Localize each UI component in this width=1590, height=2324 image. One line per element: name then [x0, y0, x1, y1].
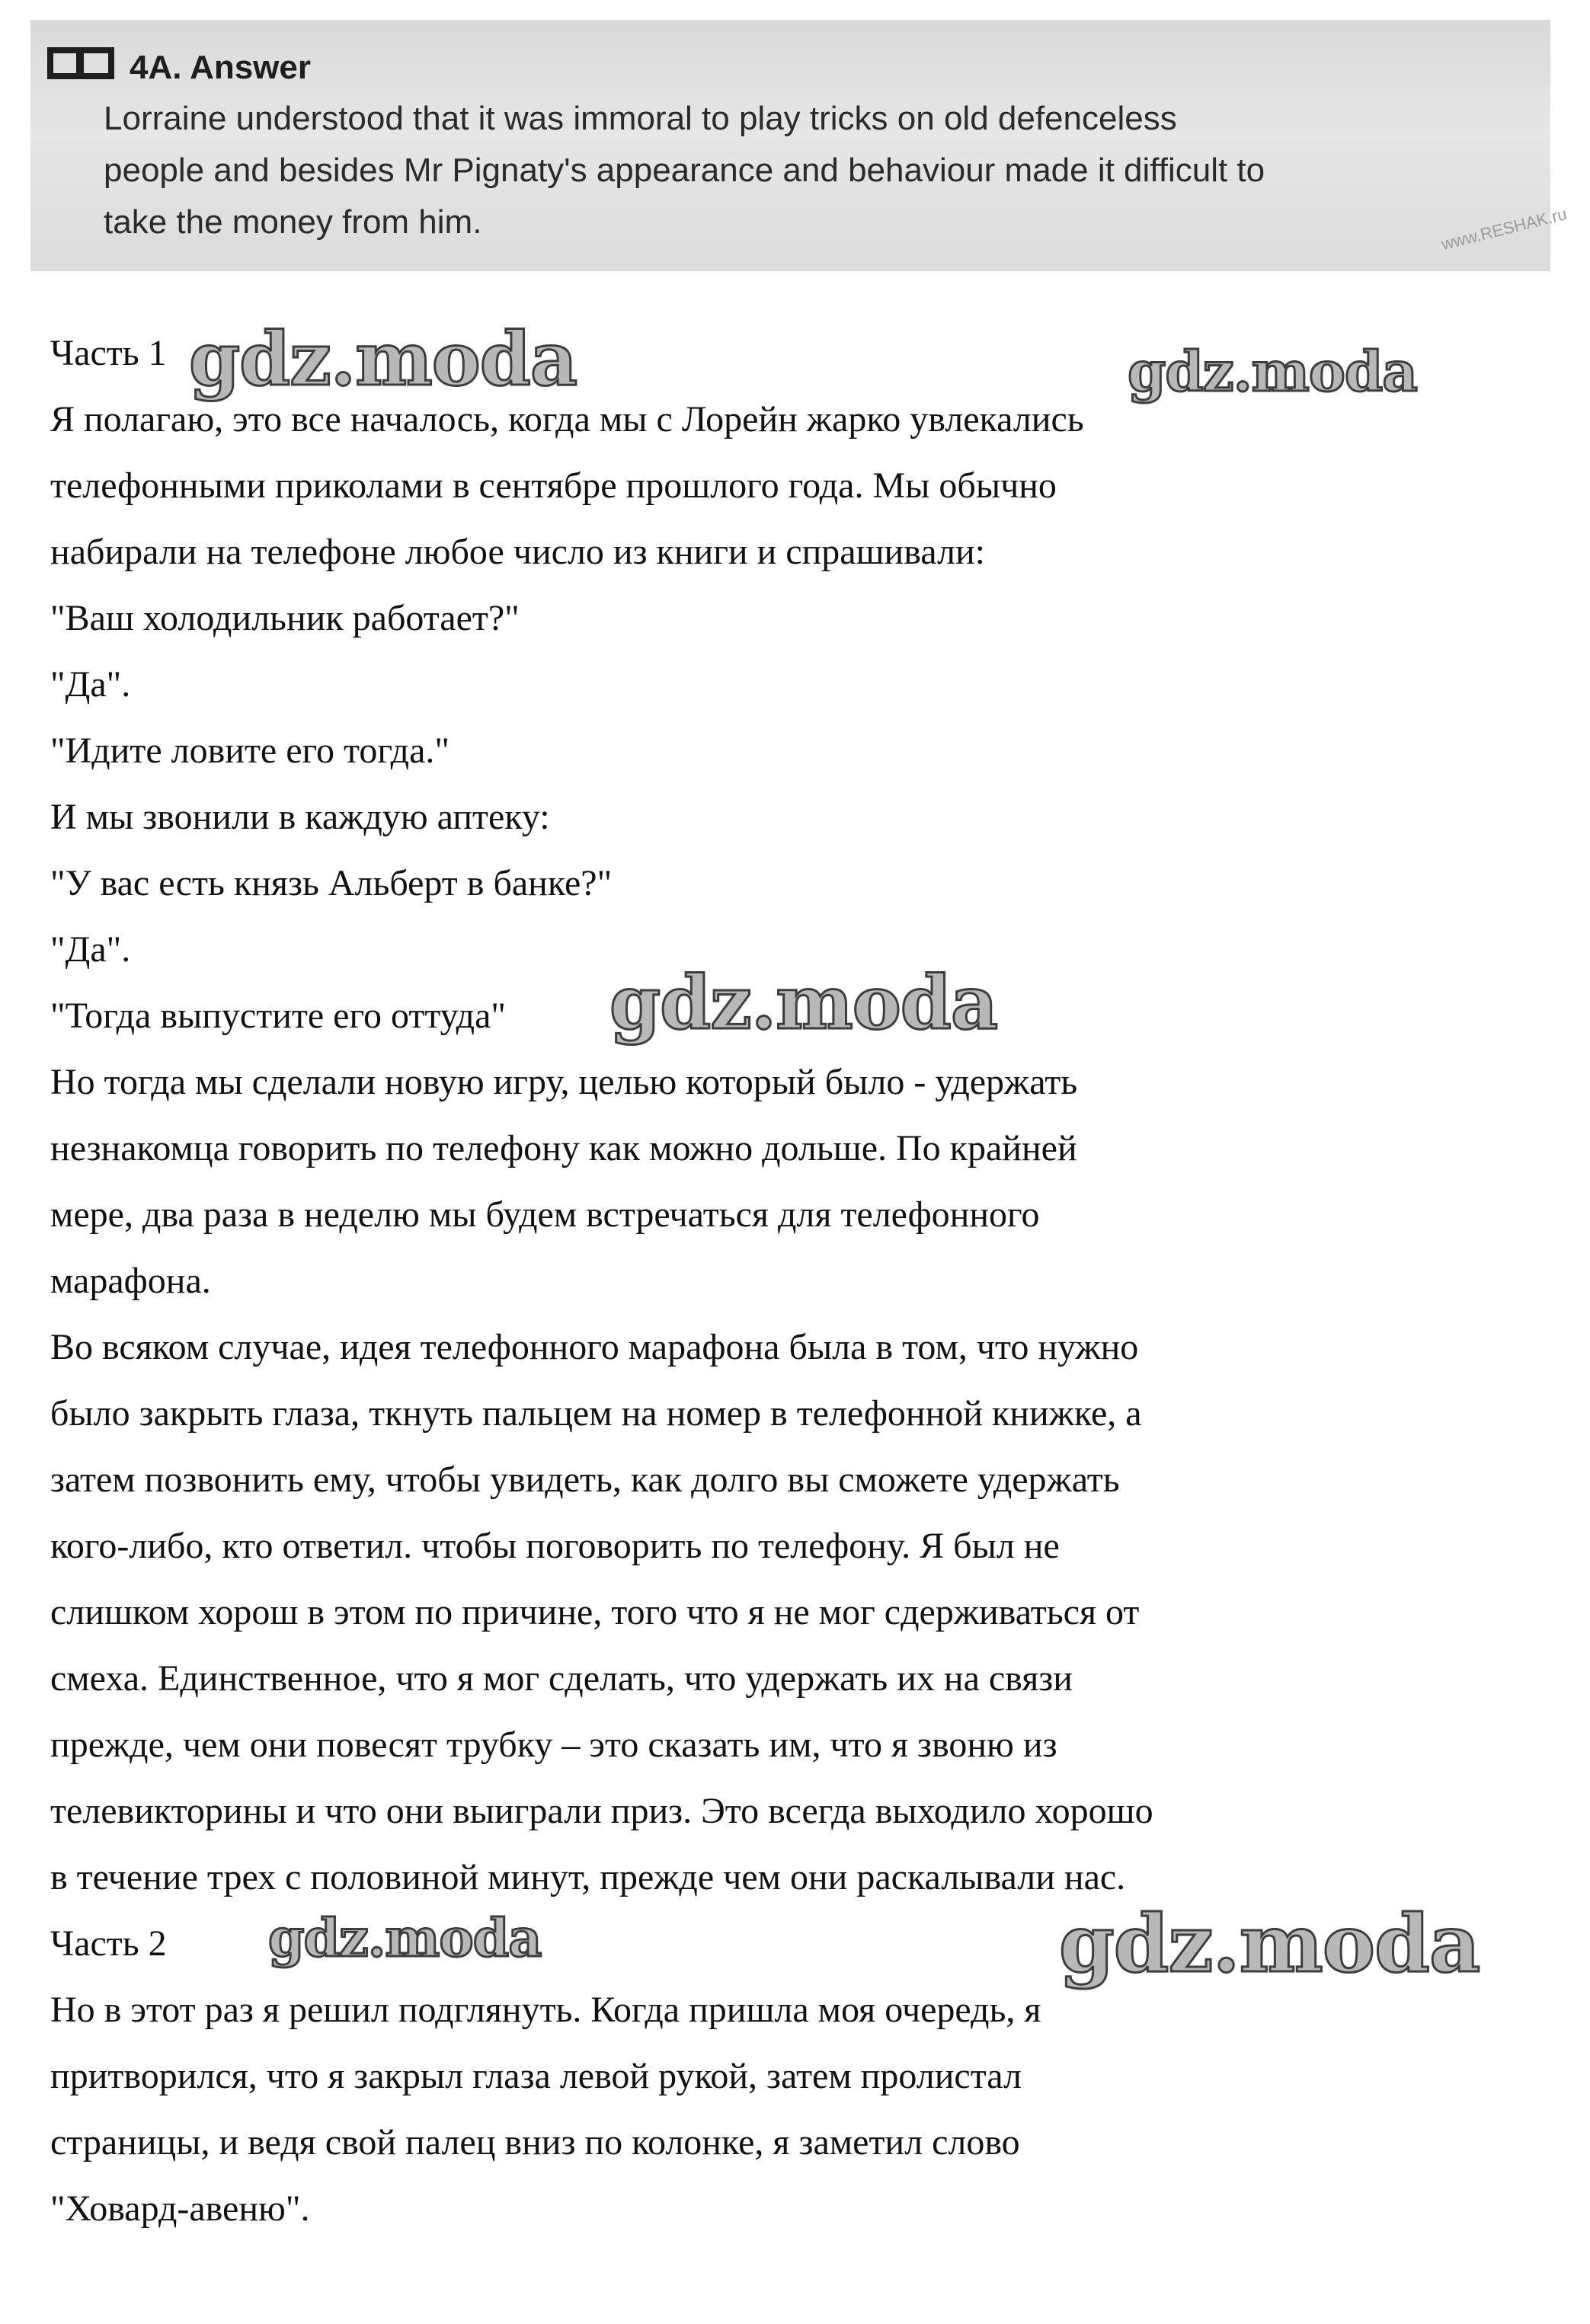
text-line: марафона. [50, 1261, 211, 1301]
text-line: "Да". [50, 664, 131, 705]
answer-text [104, 93, 1574, 248]
scanned-answer-box [30, 20, 1569, 271]
text-line: телефонными приколами в сентябре прошлого года. Мы обычно [50, 465, 1057, 506]
text-line: Во всяком случае, идея телефонного марафона была в том, что нужно [50, 1327, 1139, 1367]
text-line: в течение трех с половиной минут, прежде чем они раскалывали нас. [50, 1857, 1126, 1897]
watermark: gdz.moda [1059, 1897, 1480, 1990]
text-line: Но в этот раз я решил подглянуть. Когда пришла моя очередь, я [50, 1990, 1041, 2030]
text-line: смеха. Единственное, что я мог сделать, что удержать их на связи [50, 1658, 1073, 1699]
text-line: страницы, и ведя свой палец вниз по колонке, я заметил слово [50, 2122, 1020, 2163]
text-line: "Ховард-авеню". [50, 2188, 310, 2229]
text-line: "У вас есть князь Альберт в банке?" [50, 863, 613, 903]
text-line: слишком хорош в этом по причине, того что я не мог сдерживаться от [50, 1592, 1140, 1632]
text-line: затем позвонить ему, чтобы увидеть, как долго вы сможете удержать [50, 1459, 1120, 1500]
text-line: было закрыть глаза, ткнуть пальцем на номер в телефонной книжке, а [50, 1393, 1142, 1434]
text-line: Но тогда мы сделали новую игру, целью который было - удержать [50, 1062, 1078, 1102]
text-line: Я полагаю, это все началось, когда мы с Лорейн жарко увлекались [50, 399, 1084, 440]
reshak-stamp: www.RESHAK.ru [1439, 203, 1569, 254]
watermark: gdz.moda [609, 960, 998, 1046]
answer-line: Lorraine understood that it was immoral to play tricks on old defenceless [104, 100, 1177, 137]
section-heading: Часть 2 [50, 1923, 167, 1964]
text-line: И мы звонили в каждую аптеку: [50, 797, 550, 837]
text-line: "Тогда выпустите его оттуда" [50, 996, 506, 1036]
watermark: gdz.moda [1128, 339, 1417, 404]
text-line: прежде, чем они повесят трубку – это сказать им, что я звоню из [50, 1725, 1057, 1765]
answer-line: people and besides Mr Pignaty's appearance and behaviour made it difficult to [104, 152, 1265, 189]
text-line: набирали на телефоне любое число из книги и спрашивали: [50, 532, 985, 572]
text-line: притворился, что я закрыл глаза левой рукой, затем пролистал [50, 2056, 1022, 2096]
watermark: gdz.moda [268, 1908, 542, 1969]
text-line: мере, два раза в неделю мы будем встречаться для телефонного [50, 1194, 1040, 1235]
book-icon [46, 44, 117, 82]
answer-line: take the money from him. [104, 203, 482, 241]
watermark: gdz.moda [189, 316, 577, 402]
section-heading: Часть 1 [50, 333, 167, 373]
text-line: "Идите ловите его тогда." [50, 730, 449, 771]
answer-title: 4A. Answer [130, 49, 312, 86]
text-line: "Да". [50, 929, 131, 970]
text-line: кого-либо, кто ответил. чтобы поговорить по телефону. Я был не [50, 1526, 1060, 1566]
text-line: незнакомца говорить по телефону как можно дольше. По крайней [50, 1128, 1077, 1168]
text-line: "Ваш холодильник работает?" [50, 598, 520, 638]
text-line: телевикторины и что они выиграли приз. Это всегда выходило хорошо [50, 1791, 1153, 1831]
